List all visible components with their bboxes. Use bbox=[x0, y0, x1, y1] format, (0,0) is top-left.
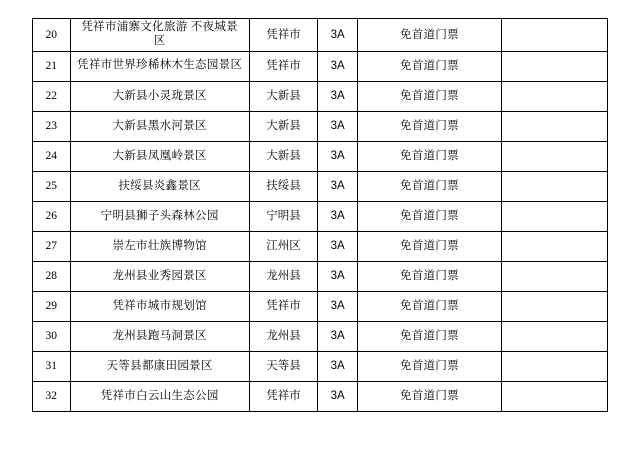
row-remark bbox=[501, 381, 607, 411]
row-area: 大新县 bbox=[249, 111, 318, 141]
row-remark bbox=[501, 261, 607, 291]
table-body bbox=[33, 19, 608, 412]
row-level: 3A bbox=[318, 291, 358, 321]
row-scenic-name bbox=[70, 381, 249, 411]
row-scenic-name bbox=[70, 111, 249, 141]
row-policy: 免首道门票 bbox=[358, 51, 502, 81]
row-index: 22 bbox=[33, 81, 71, 111]
row-level: 3A bbox=[318, 51, 358, 81]
row-level: 3A bbox=[318, 321, 358, 351]
table-row bbox=[33, 201, 608, 231]
row-index: 30 bbox=[33, 321, 71, 351]
row-policy: 免首道门票 bbox=[358, 141, 502, 171]
row-remark bbox=[501, 201, 607, 231]
scenic-name-text: 崇左市壮族博物馆 bbox=[112, 239, 207, 252]
row-area: 宁明县 bbox=[249, 201, 318, 231]
row-scenic-name bbox=[70, 231, 249, 261]
row-level: 3A bbox=[318, 231, 358, 261]
row-scenic-name bbox=[70, 81, 249, 111]
row-index: 31 bbox=[33, 351, 71, 381]
row-area: 大新县 bbox=[249, 81, 318, 111]
row-policy: 免首道门票 bbox=[358, 261, 502, 291]
table-row bbox=[33, 291, 608, 321]
row-level: 3A bbox=[318, 141, 358, 171]
row-remark bbox=[501, 351, 607, 381]
table-row bbox=[33, 171, 608, 201]
table-row bbox=[33, 19, 608, 52]
row-policy: 免首道门票 bbox=[358, 171, 502, 201]
scenic-name-text: 大新县黑水河景区 bbox=[112, 119, 207, 132]
row-area: 凭祥市 bbox=[249, 381, 318, 411]
row-index: 20 bbox=[33, 19, 71, 52]
row-remark bbox=[501, 171, 607, 201]
row-level: 3A bbox=[318, 201, 358, 231]
table-row bbox=[33, 81, 608, 111]
row-remark bbox=[501, 231, 607, 261]
table-row bbox=[33, 261, 608, 291]
row-policy: 免首道门票 bbox=[358, 81, 502, 111]
table-row bbox=[33, 111, 608, 141]
scenic-name-text: 宁明县狮子头森林公园 bbox=[100, 209, 219, 222]
table-row bbox=[33, 351, 608, 381]
row-level: 3A bbox=[318, 351, 358, 381]
table-row bbox=[33, 141, 608, 171]
row-index: 24 bbox=[33, 141, 71, 171]
row-index: 21 bbox=[33, 51, 71, 81]
row-index: 29 bbox=[33, 291, 71, 321]
row-policy: 免首道门票 bbox=[358, 111, 502, 141]
row-area: 扶绥县 bbox=[249, 171, 318, 201]
scenic-name-text: 凭祥市白云山生态公园 bbox=[100, 389, 219, 402]
row-remark bbox=[501, 19, 607, 52]
table-row bbox=[33, 231, 608, 261]
row-area: 凭祥市 bbox=[249, 291, 318, 321]
row-scenic-name bbox=[70, 141, 249, 171]
row-remark bbox=[501, 81, 607, 111]
row-scenic-name bbox=[70, 321, 249, 351]
row-area: 天等县 bbox=[249, 351, 318, 381]
scenic-name-text: 凭祥市世界珍稀林木生态园景区 bbox=[77, 59, 243, 72]
row-level: 3A bbox=[318, 381, 358, 411]
row-index: 27 bbox=[33, 231, 71, 261]
row-scenic-name bbox=[70, 351, 249, 381]
row-index: 23 bbox=[33, 111, 71, 141]
row-policy: 免首道门票 bbox=[358, 19, 502, 52]
table-row bbox=[33, 321, 608, 351]
row-policy: 免首道门票 bbox=[358, 201, 502, 231]
row-area: 大新县 bbox=[249, 141, 318, 171]
scenic-name-text: 凭祥市浦寨文化旅游 不夜城景区 bbox=[81, 21, 238, 47]
scenic-name-text: 龙州县业秀园景区 bbox=[112, 269, 207, 282]
row-index: 28 bbox=[33, 261, 71, 291]
row-scenic-name bbox=[70, 201, 249, 231]
row-index: 25 bbox=[33, 171, 71, 201]
row-scenic-name bbox=[70, 19, 249, 52]
row-area: 龙州县 bbox=[249, 321, 318, 351]
row-level: 3A bbox=[318, 81, 358, 111]
row-scenic-name bbox=[70, 291, 249, 321]
row-level: 3A bbox=[318, 261, 358, 291]
scenic-name-text: 扶绥县炎鑫景区 bbox=[118, 179, 201, 192]
row-level: 3A bbox=[318, 111, 358, 141]
table-row bbox=[33, 51, 608, 81]
row-policy: 免首道门票 bbox=[358, 381, 502, 411]
row-policy: 免首道门票 bbox=[358, 291, 502, 321]
row-policy: 免首道门票 bbox=[358, 351, 502, 381]
scenic-name-text: 大新县小灵珑景区 bbox=[112, 89, 207, 102]
row-remark bbox=[501, 321, 607, 351]
row-index: 26 bbox=[33, 201, 71, 231]
scenic-name-text: 龙州县跑马洞景区 bbox=[112, 329, 207, 342]
table-row bbox=[33, 381, 608, 411]
row-policy: 免首道门票 bbox=[358, 231, 502, 261]
row-index: 32 bbox=[33, 381, 71, 411]
row-remark bbox=[501, 51, 607, 81]
scenic-spots-table bbox=[32, 18, 608, 412]
row-level: 3A bbox=[318, 19, 358, 52]
row-scenic-name bbox=[70, 261, 249, 291]
scenic-name-text: 凭祥市城市规划馆 bbox=[112, 299, 207, 312]
row-area: 龙州县 bbox=[249, 261, 318, 291]
row-remark bbox=[501, 291, 607, 321]
row-scenic-name bbox=[70, 51, 249, 81]
row-remark bbox=[501, 111, 607, 141]
row-area: 凭祥市 bbox=[249, 51, 318, 81]
row-policy: 免首道门票 bbox=[358, 321, 502, 351]
row-remark bbox=[501, 141, 607, 171]
row-area: 凭祥市 bbox=[249, 19, 318, 52]
row-scenic-name bbox=[70, 171, 249, 201]
scenic-name-text: 天等县都康田园景区 bbox=[106, 359, 213, 372]
row-level: 3A bbox=[318, 171, 358, 201]
row-area: 江州区 bbox=[249, 231, 318, 261]
scenic-name-text: 大新县凤凰岭景区 bbox=[112, 149, 207, 162]
